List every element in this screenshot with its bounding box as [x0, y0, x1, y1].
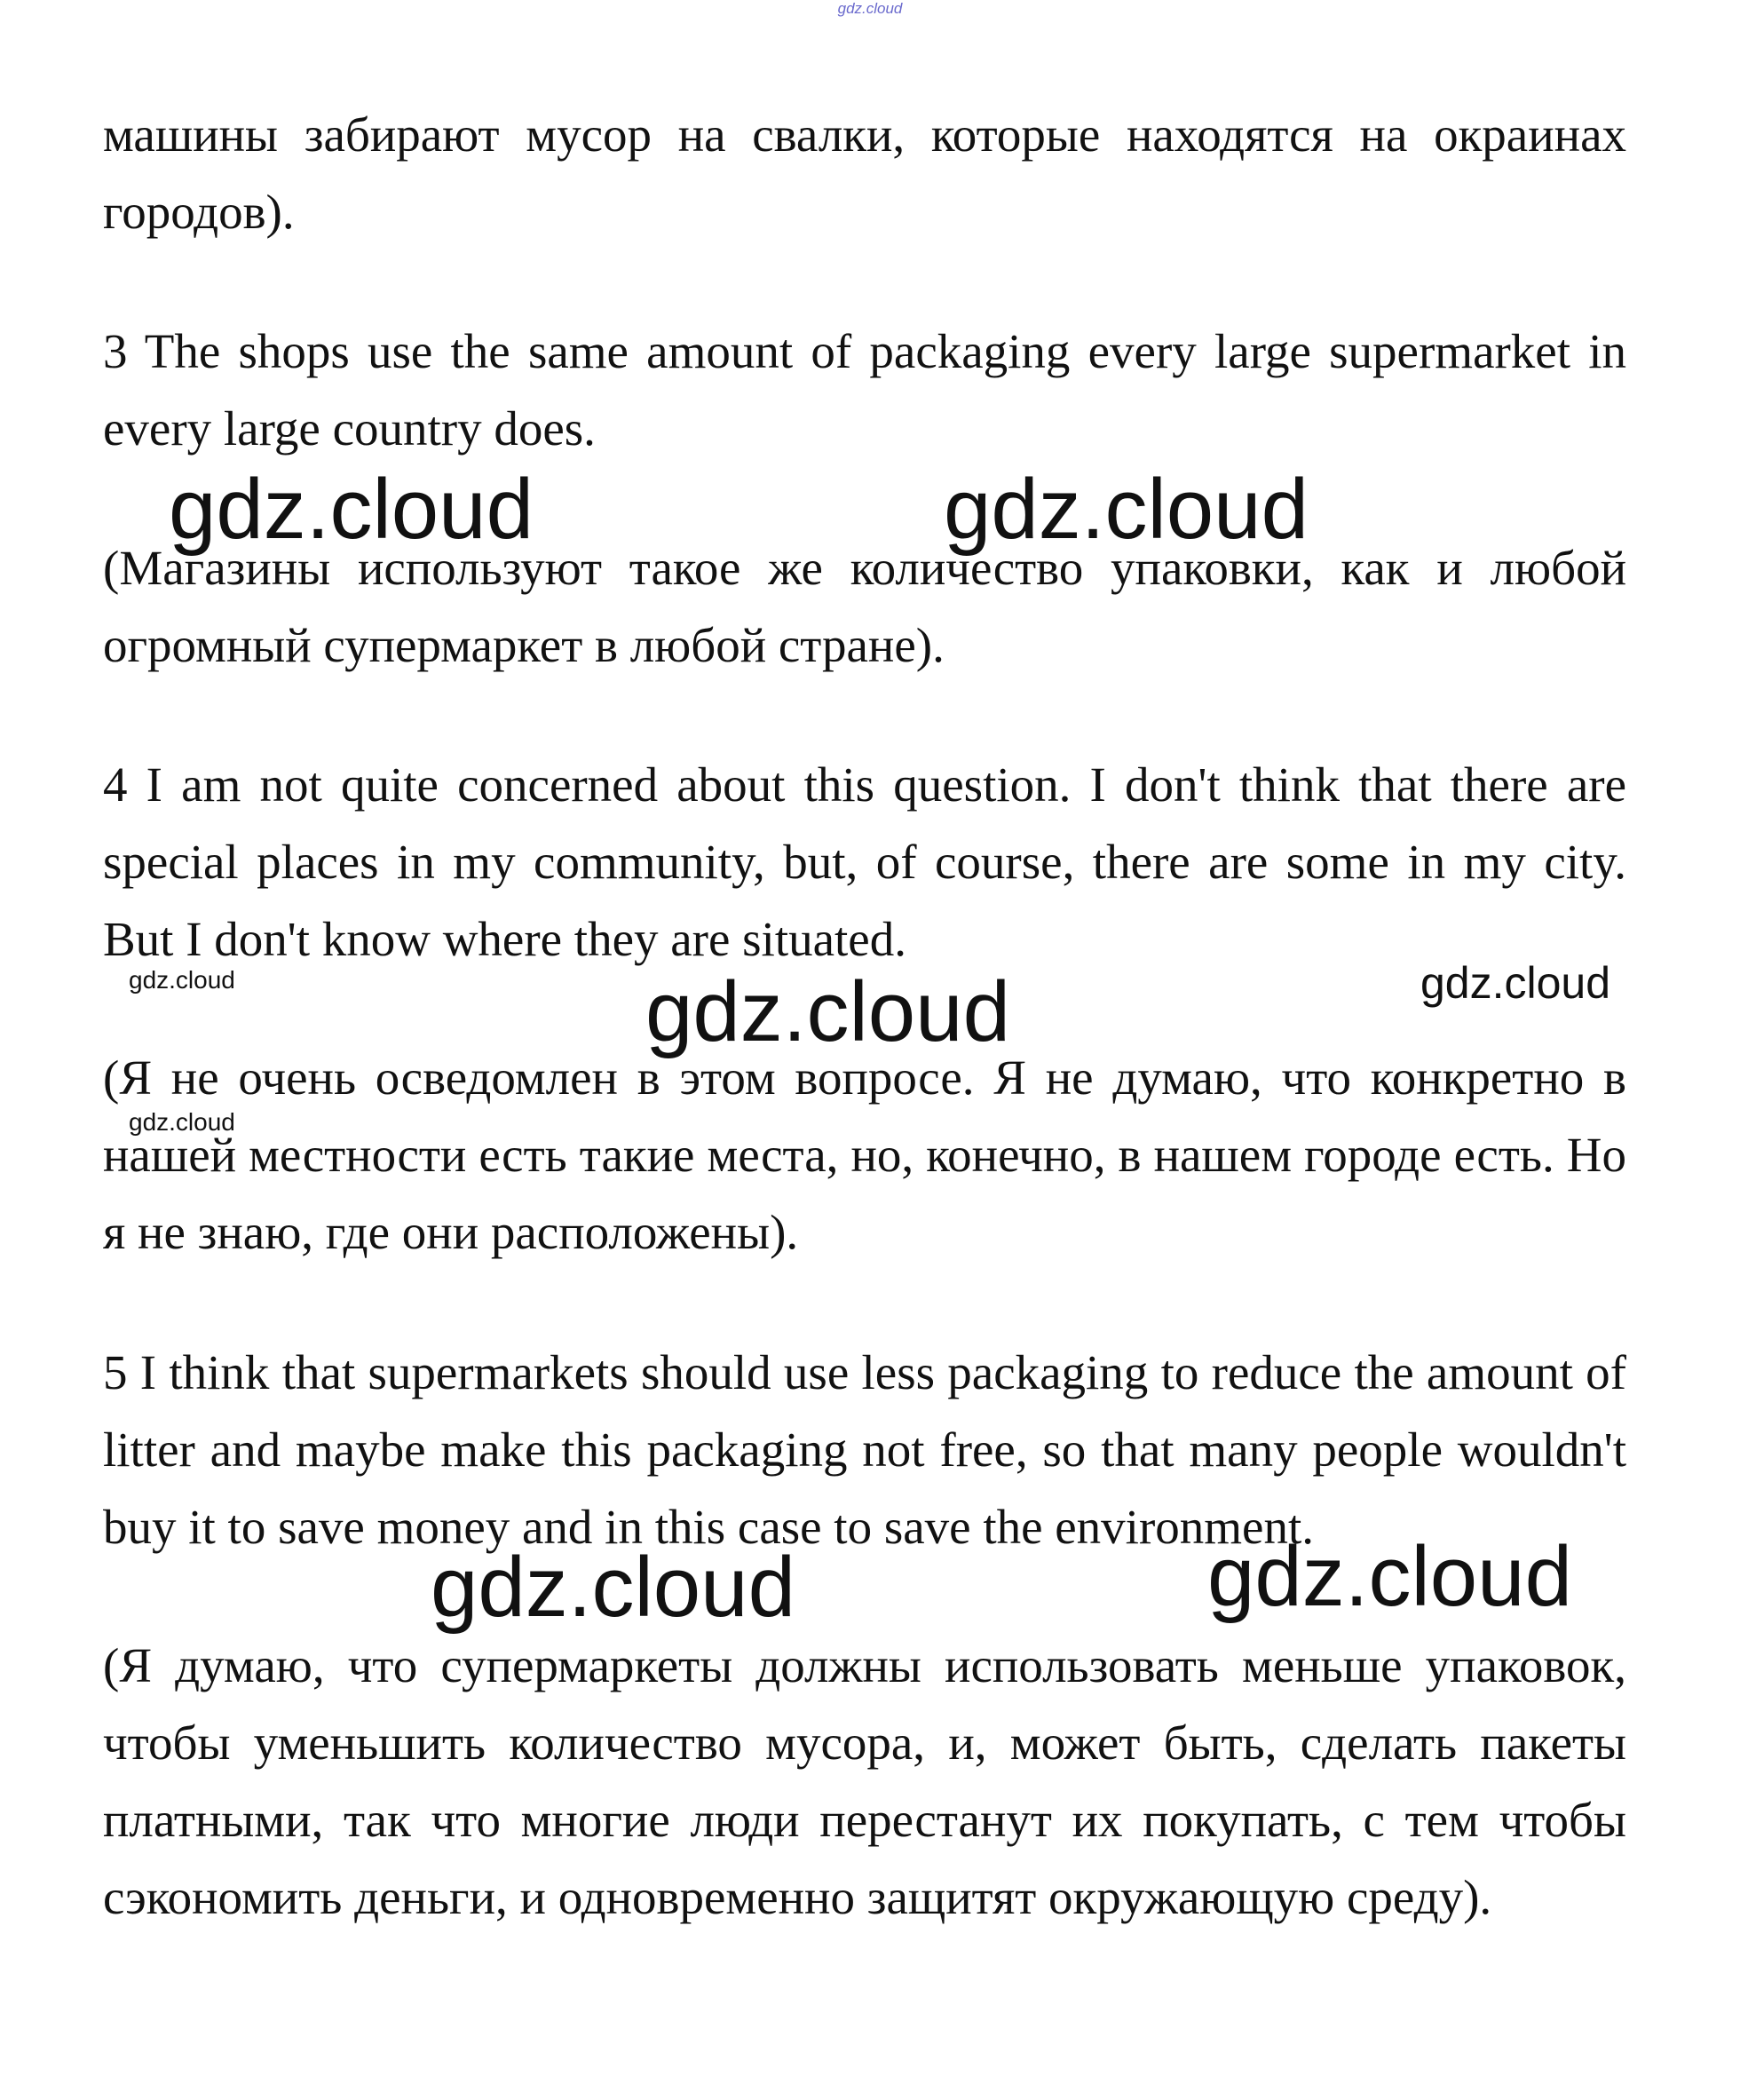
answer-4-russian: (Я не очень осведомлен в этом вопросе. Я не думаю, что конкретно в нашей местности есть такие места, но, конечно, в нашем городе есть. Но я не знаю, где они расположены). — [103, 1050, 1626, 1259]
site-mark-header: gdz.cloud — [837, 0, 903, 17]
answer-5-english: 5 I think that supermarkets should use less packaging to reduce the amount of litter and maybe make this packaging not free, so that many people wouldn't buy it to save money and in this case to save the environment. — [103, 1345, 1626, 1554]
watermark: gdz.cloud — [169, 462, 534, 557]
watermark: gdz.cloud — [1207, 1529, 1572, 1624]
answer-4-english: 4 I am not quite concerned about this question. I don't think that there are special places in my community, but, of course, there are some in my city. But I don't know where they are situated. — [103, 757, 1626, 966]
watermark: gdz.cloud — [431, 1540, 795, 1635]
watermark: gdz.cloud — [129, 1108, 235, 1136]
paragraph-continuation: машины забирают мусор на свалки, которые находятся на окраинах городов). — [103, 107, 1626, 239]
answer-5-russian: (Я думаю, что супермаркеты должны использовать меньше упаковок, чтобы уменьшить количество мусора, и, может быть, сделать пакеты платными, так что многие люди перестанут их покупать, с тем чтобы сэкономить деньги, и одновременно защитят окружающую среду). — [103, 1638, 1626, 1924]
answer-3-english: 3 The shops use the same amount of packaging every large supermarket in every large country does. — [103, 324, 1626, 456]
watermark: gdz.cloud — [1420, 958, 1611, 1008]
watermark: gdz.cloud — [944, 462, 1309, 557]
watermark: gdz.cloud — [129, 966, 235, 994]
watermark: gdz.cloud — [645, 964, 1010, 1059]
answer-3-russian: (Магазины используют такое же количество упаковки, как и любой огромный супермаркет в любой стране). — [103, 541, 1626, 672]
